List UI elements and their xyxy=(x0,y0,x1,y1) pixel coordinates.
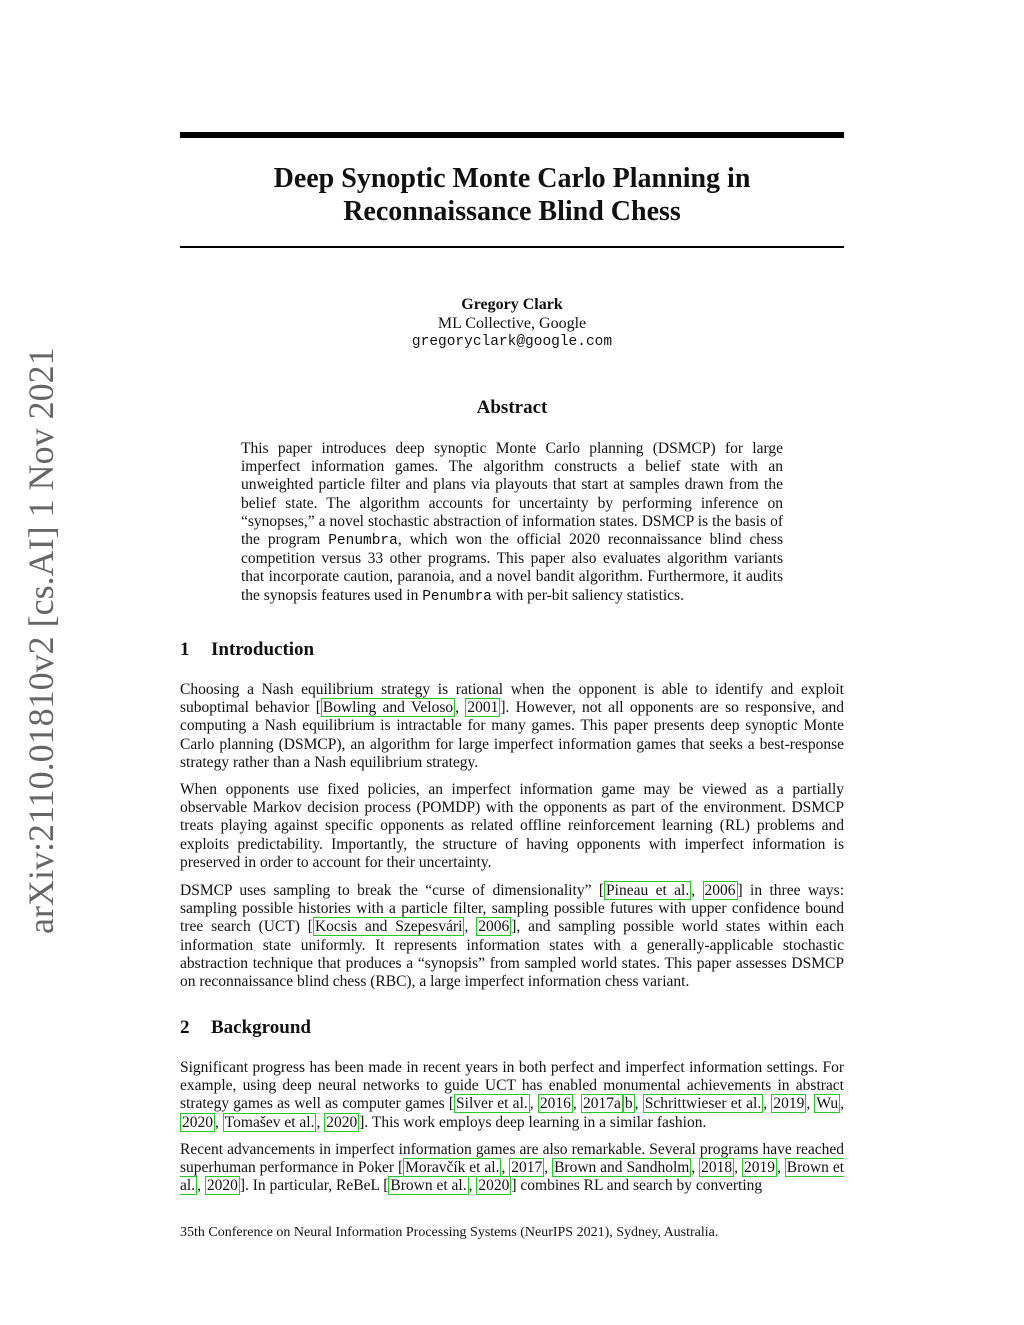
abstract-code: Penumbra xyxy=(422,588,492,605)
paragraph-text: , xyxy=(734,1159,742,1177)
citation-link[interactable]: 2019 xyxy=(773,1095,805,1113)
paragraph-text: , xyxy=(634,1095,643,1113)
abstract-text: with per-bit saliency statistics. xyxy=(491,586,684,604)
citation-link[interactable]: 2016 xyxy=(539,1095,571,1113)
citation-link[interactable]: 2017a xyxy=(582,1095,621,1113)
citation-link[interactable]: Brown et al. xyxy=(390,1177,467,1195)
citation-link[interactable]: 2020 xyxy=(182,1113,213,1131)
paragraph-text: , xyxy=(529,1095,538,1113)
citation-link[interactable]: 2006 xyxy=(704,882,736,899)
citation-link[interactable]: 2001 xyxy=(467,699,499,717)
title-top-rule xyxy=(180,132,844,138)
citation-link[interactable]: 2020 xyxy=(206,1177,238,1195)
citation-link[interactable]: 2020 xyxy=(326,1113,358,1131)
paragraph-text: ] combines RL and search by converting xyxy=(511,1177,763,1195)
citation-link[interactable]: Bowling and Veloso xyxy=(322,699,454,717)
author-email[interactable]: gregoryclark@google.com xyxy=(411,334,613,350)
citation-link[interactable]: Pineau et al. xyxy=(606,882,690,899)
citation-link[interactable]: Schrittwieser et al. xyxy=(644,1095,762,1113)
title-line-1: Deep Synoptic Monte Carlo Planning in xyxy=(273,163,751,194)
paragraph-text: , xyxy=(763,1095,772,1113)
citation-link[interactable]: b xyxy=(624,1095,633,1113)
conference-footnote: 35th Conference on Neural Information Processing Systems (NeurIPS 2021), Sydney, Australia. xyxy=(180,1225,719,1240)
citation-link[interactable]: 2017 xyxy=(511,1159,543,1177)
citation-link[interactable]: Kocsis and Szepesvári xyxy=(314,918,463,936)
citation-link[interactable]: Wu xyxy=(816,1095,839,1113)
section-title: Introduction xyxy=(211,639,315,660)
citation-link[interactable]: Moravčík et al. xyxy=(405,1159,500,1177)
intro-paragraph-1 xyxy=(180,681,844,772)
paragraph-text: , xyxy=(691,882,703,899)
paragraph-text: DSMCP uses sampling to break the “curse of dimensionality” [ xyxy=(180,882,605,899)
paragraph-text: , xyxy=(197,1177,205,1195)
paper-title xyxy=(180,162,844,228)
abstract-code: Penumbra xyxy=(328,533,398,550)
paragraph-text: , xyxy=(544,1159,553,1177)
citation-link[interactable]: 2019 xyxy=(743,1159,775,1177)
title-line-2: Reconnaissance Blind Chess xyxy=(343,196,681,227)
section-heading-introduction xyxy=(180,639,314,661)
abstract-text: This paper introduces deep synoptic Monte Carlo planning (DSMCP) for large imperfect information games. The algorithm constructs a belief state with an unweighted particle filter and plans via playouts that start at samples drawn from the belief state. The algorithm accounts for uncertainty by performing inference on “synopses,” a novel stochastic abstraction of information states. DSMCP is the basis of the program xyxy=(241,440,783,549)
paragraph-text: Choosing a Nash equilibrium strategy is rational when the opponent is able to identify and exploit suboptimal behavior [ xyxy=(180,681,844,717)
intro-paragraph-2: When opponents use fixed policies, an imperfect information game may be viewed as a partially observable Markov decision process (POMDP) with the opponents as part of the environment. DSMCP treats playing against specific opponents as related offline reinforcement learning (RL) problems and exploits predictability. Importantly, the structure of having opponents with imperfect information is preserved in order to account for their uncertainty. xyxy=(180,781,844,871)
paragraph-text: , xyxy=(464,918,477,936)
paragraph-text: ]. This work employs deep learning in a similar fashion. xyxy=(359,1113,707,1131)
paragraph-text: Significant progress has been made in recent years in both perfect and imperfect information settings. For example, using deep neural networks to guide UCT has enabled monumental achievements in abstract strategy games as well as computer games [ xyxy=(180,1059,844,1113)
author-block xyxy=(180,296,844,352)
paragraph-text: , xyxy=(840,1095,845,1113)
paragraph-text: Recent advancements in imperfect information games are also remarkable. Several programs have reached superhuman performance in Poker [ xyxy=(180,1141,844,1177)
citation-link[interactable]: Silver et al. xyxy=(456,1095,528,1113)
citation-link[interactable]: Brown et al. xyxy=(180,1159,845,1195)
abstract-body xyxy=(241,440,783,606)
paragraph-text: , xyxy=(572,1095,581,1113)
section-number: 1 xyxy=(180,639,190,660)
arxiv-id: arXiv:2110.01810v2 [cs.AI] 1 Nov 2021 xyxy=(21,347,61,934)
section-title: Background xyxy=(211,1017,311,1038)
background-paragraph-1 xyxy=(180,1059,844,1132)
paragraph-text: , xyxy=(806,1095,815,1113)
paragraph-text: ]. However, not all opponents are so responsive, and computing a Nash equilibrium is intractable for many games. This paper presents deep synoptic Monte Carlo planning (DSMCP), an algorithm for large imperfect information games that seeks a best-response strategy rather than a Nash equilibrium strategy. xyxy=(180,699,844,771)
citation-link[interactable]: Brown and Sandholm xyxy=(554,1159,690,1177)
paragraph-text: , xyxy=(455,699,466,717)
paragraph-text: , xyxy=(215,1113,223,1131)
abstract-text: , which won the official 2020 reconnaissance blind chess competition versus 33 other programs. This paper also evaluates algorithm variants that incorporate caution, paranoia, and a novel bandit algorithm. Furthermore, it audits the synopsis features used in xyxy=(241,531,783,604)
citation-link[interactable]: 2006 xyxy=(478,918,510,936)
section-number: 2 xyxy=(180,1017,190,1038)
section-heading-background xyxy=(180,1017,311,1039)
paragraph-text: , xyxy=(468,1177,477,1195)
intro-paragraph-3 xyxy=(180,882,844,991)
citation-link[interactable]: Tomašev et al. xyxy=(224,1113,315,1131)
paragraph-text: ], and sampling possible world states within each information state uniformly. It represents information states with a generally-applicable stochastic abstraction technique that produces a “synopsis” from sampled world states. This paper assesses DSMCP on reconnaissance blind chess (RBC), a large imperfect information chess variant. xyxy=(180,918,845,991)
abstract-heading: Abstract xyxy=(476,397,548,418)
paragraph-text: ]. In particular, ReBeL [ xyxy=(239,1177,389,1195)
paragraph-text: , xyxy=(691,1159,700,1177)
paragraph-text: ] in three ways: sampling possible histories with a particle filter, sampling possible futures with upper confidence bound tree search (UCT) [ xyxy=(180,882,845,936)
citation-link[interactable]: 2018 xyxy=(701,1159,733,1177)
paragraph-text: , xyxy=(776,1159,785,1177)
paragraph-text: , xyxy=(316,1113,325,1131)
author-affiliation: ML Collective, Google xyxy=(437,314,587,332)
title-bottom-rule xyxy=(180,246,844,248)
paragraph-text: , xyxy=(501,1159,510,1177)
citation-link[interactable]: 2020 xyxy=(478,1177,510,1195)
background-paragraph-2 xyxy=(180,1141,844,1196)
author-name: Gregory Clark xyxy=(461,296,563,313)
